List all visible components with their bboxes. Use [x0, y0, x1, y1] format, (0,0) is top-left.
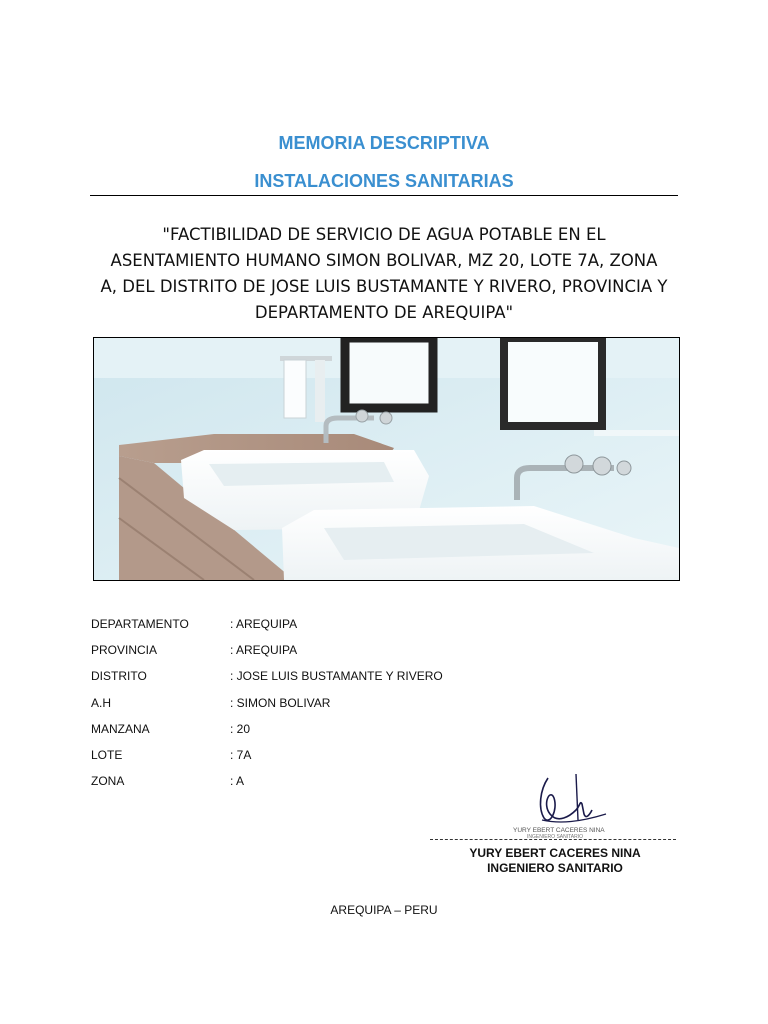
info-label: DISTRITO [91, 669, 147, 684]
project-title-line-1: "FACTIBILIDAD DE SERVICIO DE AGUA POTABLE EN EL [162, 225, 606, 244]
info-label: PROVINCIA [91, 643, 158, 658]
info-value: : 20 [230, 721, 251, 736]
footer-location: AREQUIPA – PERU [330, 903, 438, 917]
info-label: DEPARTAMENTO [91, 617, 189, 631]
stamp-name: YURY EBERT CACERES NINA [513, 827, 605, 834]
info-value: : AREQUIPA [230, 617, 298, 631]
info-label: LOTE [91, 747, 123, 762]
document-title: MEMORIA DESCRIPTIVA [278, 133, 490, 153]
signature-block [430, 770, 680, 880]
signature-line [430, 839, 676, 840]
info-value: : 7A [230, 747, 252, 762]
stamp-role: INGENIERO SANITARIO [527, 834, 584, 840]
info-label: MANZANA [91, 721, 150, 736]
title-divider [90, 195, 678, 196]
project-title-line-2: ASENTAMIENTO HUMANO SIMON BOLIVAR, MZ 20, LOTE 7A, ZONA [110, 251, 658, 270]
bathroom-sink-photo [93, 337, 680, 581]
project-title [84, 222, 684, 326]
info-label: A.H [91, 695, 112, 710]
document-subtitle: INSTALACIONES SANITARIAS [254, 171, 514, 191]
info-value: : SIMON BOLIVAR [230, 695, 331, 710]
info-value: : A [230, 774, 245, 789]
signer-role: INGENIERO SANITARIO [487, 861, 623, 875]
info-value: : AREQUIPA [230, 643, 298, 658]
project-title-line-4: DEPARTAMENTO DE AREQUIPA" [254, 303, 514, 322]
signer-name: YURY EBERT CACERES NINA [469, 846, 641, 860]
info-value: : JOSE LUIS BUSTAMANTE Y RIVERO [230, 669, 443, 684]
info-label: ZONA [91, 774, 125, 789]
project-title-line-3: A, DEL DISTRITO DE JOSE LUIS BUSTAMANTE Y RIVERO, PROVINCIA Y [100, 277, 668, 296]
